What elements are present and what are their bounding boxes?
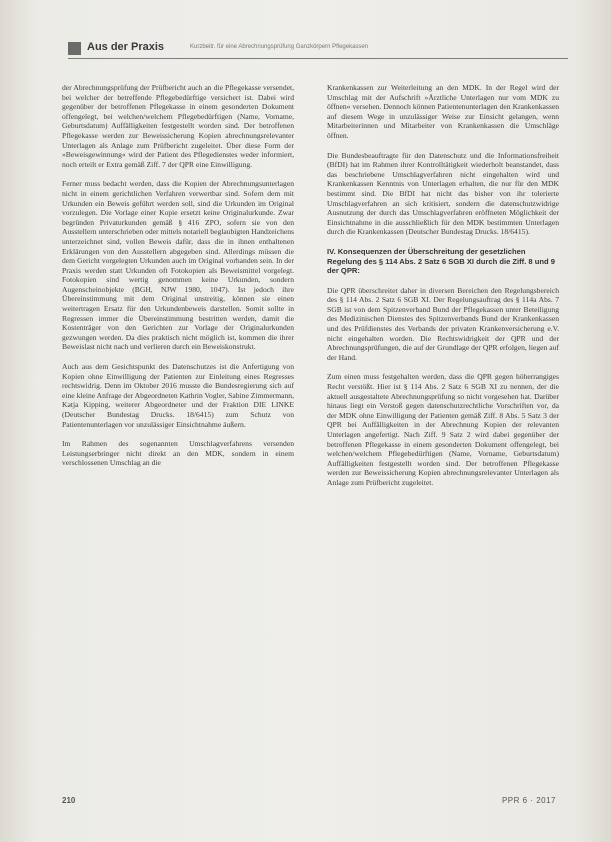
paragraph: Auch aus dem Gesichtspunkt des Datenschutzes ist die Anfertigung von Kopien ohne Einwilligung der Patienten zur Einleitung eines Regresses rechtswidrig. Denn im Oktober 2016 musste die Bundesregierung sich auf eine kleine Anfrage der Abgeordneten Kathrin Vogler, Sabine Zimmermann, Katja Kipping, weiterer Abgeordneter und der Fraktion DIE LINKE (Deutscher Bundestag Drucks. 18/6415) zum Schutz von Patientenunterlagen vor unzulässiger Einsichtnahme äußern.	[62, 362, 294, 429]
right-column	[327, 83, 559, 498]
paragraph: Die Bundesbeauftragte für den Datenschutz und die Informationsfreiheit (BfDI) hat im Rahmen ihrer Kontrolltätigkeit wiederholt beanstandet, dass das beschriebene Umschlagverfahren nicht eingehalten wird und Krankenkassen Kenntnis von Unterlagen erhalten, die nur für den MDK bestimmt sind. Die BfDI hat nicht das bisher von ihr tolerierte Umschlagverfahren an sich kritisiert, sondern die datenschutzwidrige Ausnutzung der durch das Umschlagverfahren eröffneten Möglichkeit der Einsichtnahme in die ausschließlich für den MDK bestimmten Unterlagen durch die Krankenkassen (Deutscher Bundestag Drucks. 18/6415).	[327, 150, 559, 237]
section-title: Aus der Praxis	[87, 41, 165, 53]
section-heading: IV. Konsequenzen der Überschreitung der gesetzlichen Regelung des § 114 Abs. 2 Satz 6 SGB XI durch die Ziff. 8 und 9 der QPR:	[327, 246, 556, 276]
journal-issue: PPR 6 · 2017	[501, 796, 556, 805]
running-header	[68, 40, 568, 59]
paragraph: der Abrechnungsprüfung der Prüfbericht auch an die Pflegekasse versendet, bei welcher der betreffende Pflegebedürftige versichert ist. Dabei wird gegenüber der betroffenen Pflegekasse in einem gesonderten Dokument offengelegt, bei welchen/welchem Pflegebedürftigen (Name, Vorname, Geburtsdatum) Auffälligkeiten festgestellt worden sind. Der betroffenen Pflegekasse werden zur Beweissicherung Kopien abrechnungsrelevanter Unterlagen als Anlage zum Prüfbericht zugeleitet. Über diese Form der »Beweisgewinnung« wird der Patient des Pflegedienstes weder informiert, noch erteilt er Extra gemäß Ziff. 7 der QPR eine Einwilligung.	[62, 83, 294, 169]
page-footer	[62, 796, 556, 810]
left-column	[62, 83, 294, 478]
paragraph: Ferner muss bedacht werden, dass die Kopien der Abrechnungsunterlagen nicht in einem gerichtlichen Verfahren verwertbar sind. Sofern dem mit Urkunden ein Beweis geführt werden soll, sind die Urkunden im Original vorzulegen. Die Vorlage einer Kopie ersetzt keine Originalurkunde. Zwar begründen Privaturkunden gemäß § 416 ZPO, sofern sie von den Ausstellern unterschrieben oder mittels notariell beglaubigten Handzeichens unterzeichnet sind, vollen Beweis dafür, dass die in ihnen enthaltenen Erklärungen von den Ausstellern abgegeben sind. Allerdings müssen die dem Gericht vorgelegten Urkunden auch im Original vorhanden sein. In der Praxis werden statt Urkunden oft Fotokopien als Beweismittel vorgelegt. Fotokopien sind wertig genommen keine Urkunden, sondern Augenscheinobjekte (BGH, NJW 1980, 1047). Ist jedoch ihre Übereinstimmung mit dem Original unstreitig, können sie einen weitertragen Ersatz für den Urkundenbeweis darstellen. Somit sollte in Regressen immer die Übereinstimmung bestritten werden, damit die Kostenträger von den Gerichten zur Vorlage der Originalurkunden gezwungen werden. Da dies praktisch nicht möglich ist, kommen die ihrer Beweislast nicht nach und verlieren durch ein Beweiskonstrukt.	[62, 179, 294, 352]
paragraph: Zum einen muss festgehalten werden, dass die QPR gegen höherrangiges Recht verstößt. Hier ist § 114 Abs. 2 Satz 6 SGB XI zu nennen, der die aktuell ausgestaltete Abrechnungsprüfung so nicht vorgesehen hat. Darüber hinaus liegt ein Verstoß gegen datenschutzrechtliche Vorschriften vor, da der MDK ohne Einwilligung der Patienten gemäß Ziff. 8 Abs. 5 Satz 3 der QPR bei Auffälligkeiten in der Abrechnung Kopien der relevanten Unterlagen angefertigt. Nach Ziff. 9 Satz 2 wird dabei gegenüber der betroffenen Pflegekasse in einem gesonderten Dokument offengelegt, bei welchen/welchem Pflegebedürftigen (Name, Vorname, Geburtsdatum) Auffälligkeiten festgestellt worden sind. Der betroffenen Pflegekasse werden zur Beweissicherung Kopien abrechnungsrelevanter Unterlagen als Anlage zum Prüfbericht zugeleitet.	[327, 372, 559, 487]
section-marker-square	[68, 42, 81, 55]
paragraph: Die QPR überschreitet daher in diversen Bereichen den Regelungsbereich des § 114 Abs. 2 Satz 6 SGB XI. Der Regelungsauftrag des § 114a Abs. 7 SGB ist von dem Spitzenverband Bund der Pflegekassen unter Beteiligung des Medizinischen Dienstes des Spitzenverbands Bund der Krankenkassen und des Prüfdienstes des Verbands der privaten Krankenversicherung e.V. nicht eingehalten worden. Die Rechtswidrigkeit der QPR und der Abrechnungsprüfungen, die auf der Grundlage der QPR erfolgen, liegen auf der Hand.	[327, 285, 559, 362]
paragraph: Im Rahmen des sogenannten Umschlagverfahrens versenden Leistungserbringer nicht direkt an den MDK, sondern in einem verschlossenen Umschlag an die	[62, 439, 294, 468]
header-subtitle: Kurzbeitr. für eine Abrechnungsprüfung Ganzkörpern Pflegekassen	[190, 44, 369, 50]
paragraph: Krankenkassen zur Weiterleitung an den MDK. In der Regel wird der Umschlag mit der Aufschrift »Ärztliche Unterlagen nur vom MDK zu öffnen« versehen. Dennoch können Patientenunterlagen den Krankenkassen auf diesem Wege in unzulässiger Weise zur Einsicht gelangen, wenn Mitarbeiterinnen und Mitarbeiter von Krankenkassen die Umschläge öffnen.	[327, 83, 559, 140]
page-number: 210	[62, 796, 76, 805]
